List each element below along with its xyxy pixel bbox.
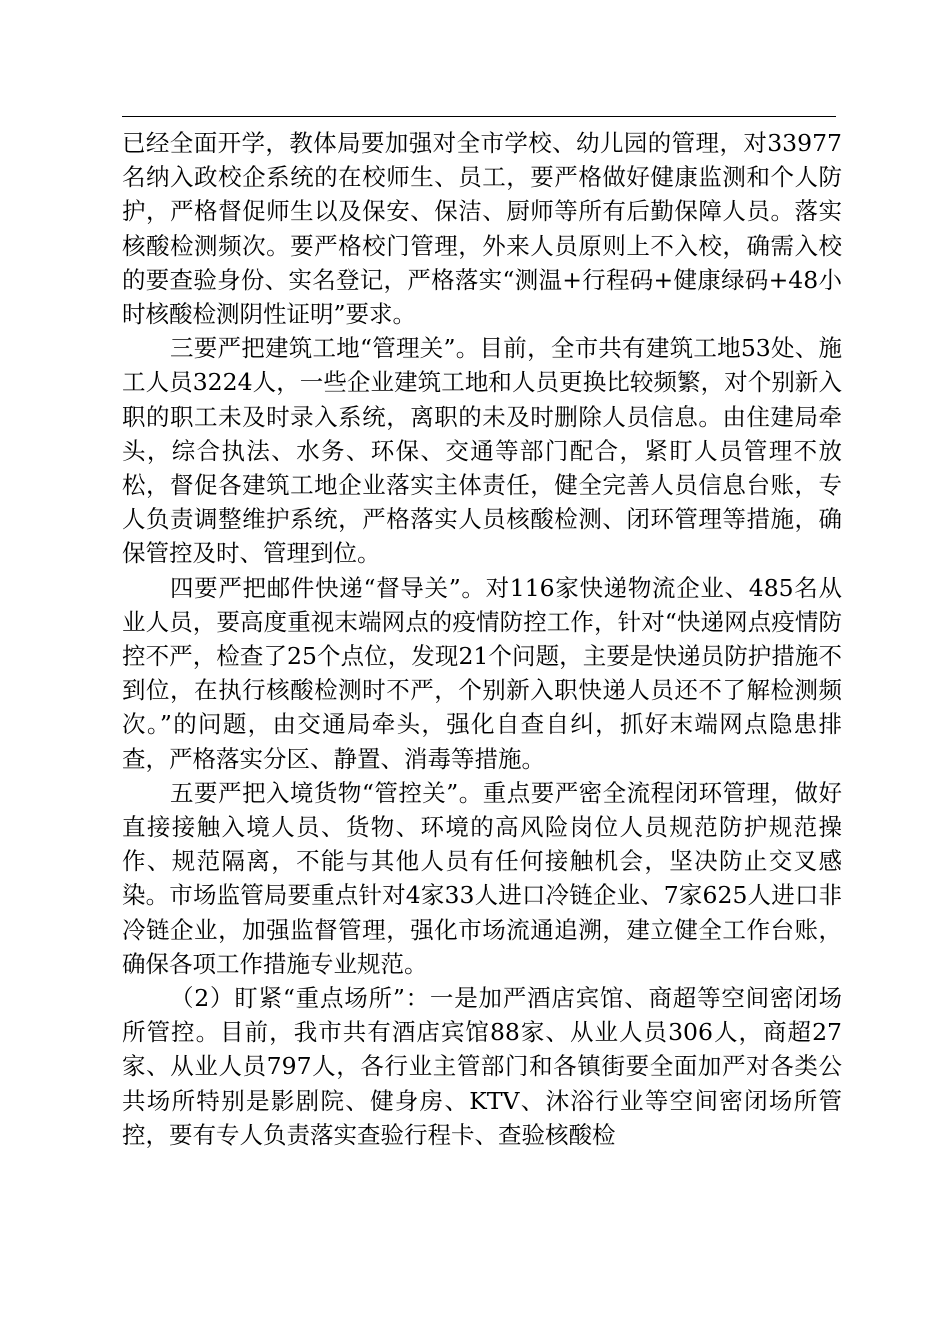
body-text: [122, 126, 842, 1152]
paragraph-continuation: 已经全面开学，教体局要加强对全市学校、幼儿园的管理，对33977名纳入政校企系统的在校师生、员工，要严格做好健康监测和个人防护，严格督促师生以及保安、保洁、厨师等所有后勤保障人员。落实核酸检测频次。要严格校门管理，外来人员原则上不入校，确需入校的要查验身份、实名登记，严格落实“测温+行程码+健康绿码+48小时核酸检测阴性证明”要求。: [122, 129, 842, 329]
header-rule: [122, 116, 836, 117]
paragraph-express-delivery: 四要严把邮件快递“督导关”。对116家快递物流企业、485名从业人员，要高度重视末端网点的疫情防控工作，针对“快递网点疫情防控不严，检查了25个点位，发现21个问题，主要是快递员防护措施不到位，在执行核酸检测时不严，个别新入职快递人员还不了解检测频次。”的问题，由交通局牵头，强化自查自纠，抓好末端网点隐患排查，严格落实分区、静置、消毒等措施。: [122, 573, 842, 773]
paragraph-construction-sites: 三要严把建筑工地“管理关”。目前，全市共有建筑工地53处、施工人员3224人，一些企业建筑工地和人员更换比较频繁，对个别新入职的职工未及时录入系统，离职的未及时删除人员信息。由住建局牵头，综合执法、水务、环保、交通等部门配合，紧盯人员管理不放松，督促各建筑工地企业落实主体责任，健全完善人员信息台账，专人负责调整维护系统，严格落实人员核酸检测、闭环管理等措施，确保管控及时、管理到位。: [122, 334, 842, 568]
paragraph-inbound-goods: 五要严把入境货物“管控关”。重点要严密全流程闭环管理，做好直接接触入境人员、货物、环境的高风险岗位人员规范防护规范操作、规范隔离，不能与其他人员有任何接触机会，坚决防止交叉感染。市场监管局要重点针对4家33人进口冷链企业、7家625人进口非冷链企业，加强监督管理，强化市场流通追溯，建立健全工作台账，确保各项工作措施专业规范。: [122, 778, 842, 978]
paragraph-key-venues: （2）盯紧“重点场所”：一是加严酒店宾馆、商超等空间密闭场所管控。目前，我市共有酒店宾馆88家、从业人员306人，商超27家、从业人员797人，各行业主管部门和各镇街要全面加严对各类公共场所特别是影剧院、健身房、KTV、沐浴行业等空间密闭场所管控，要有专人负责落实查验行程卡、查验核酸检: [122, 984, 842, 1149]
